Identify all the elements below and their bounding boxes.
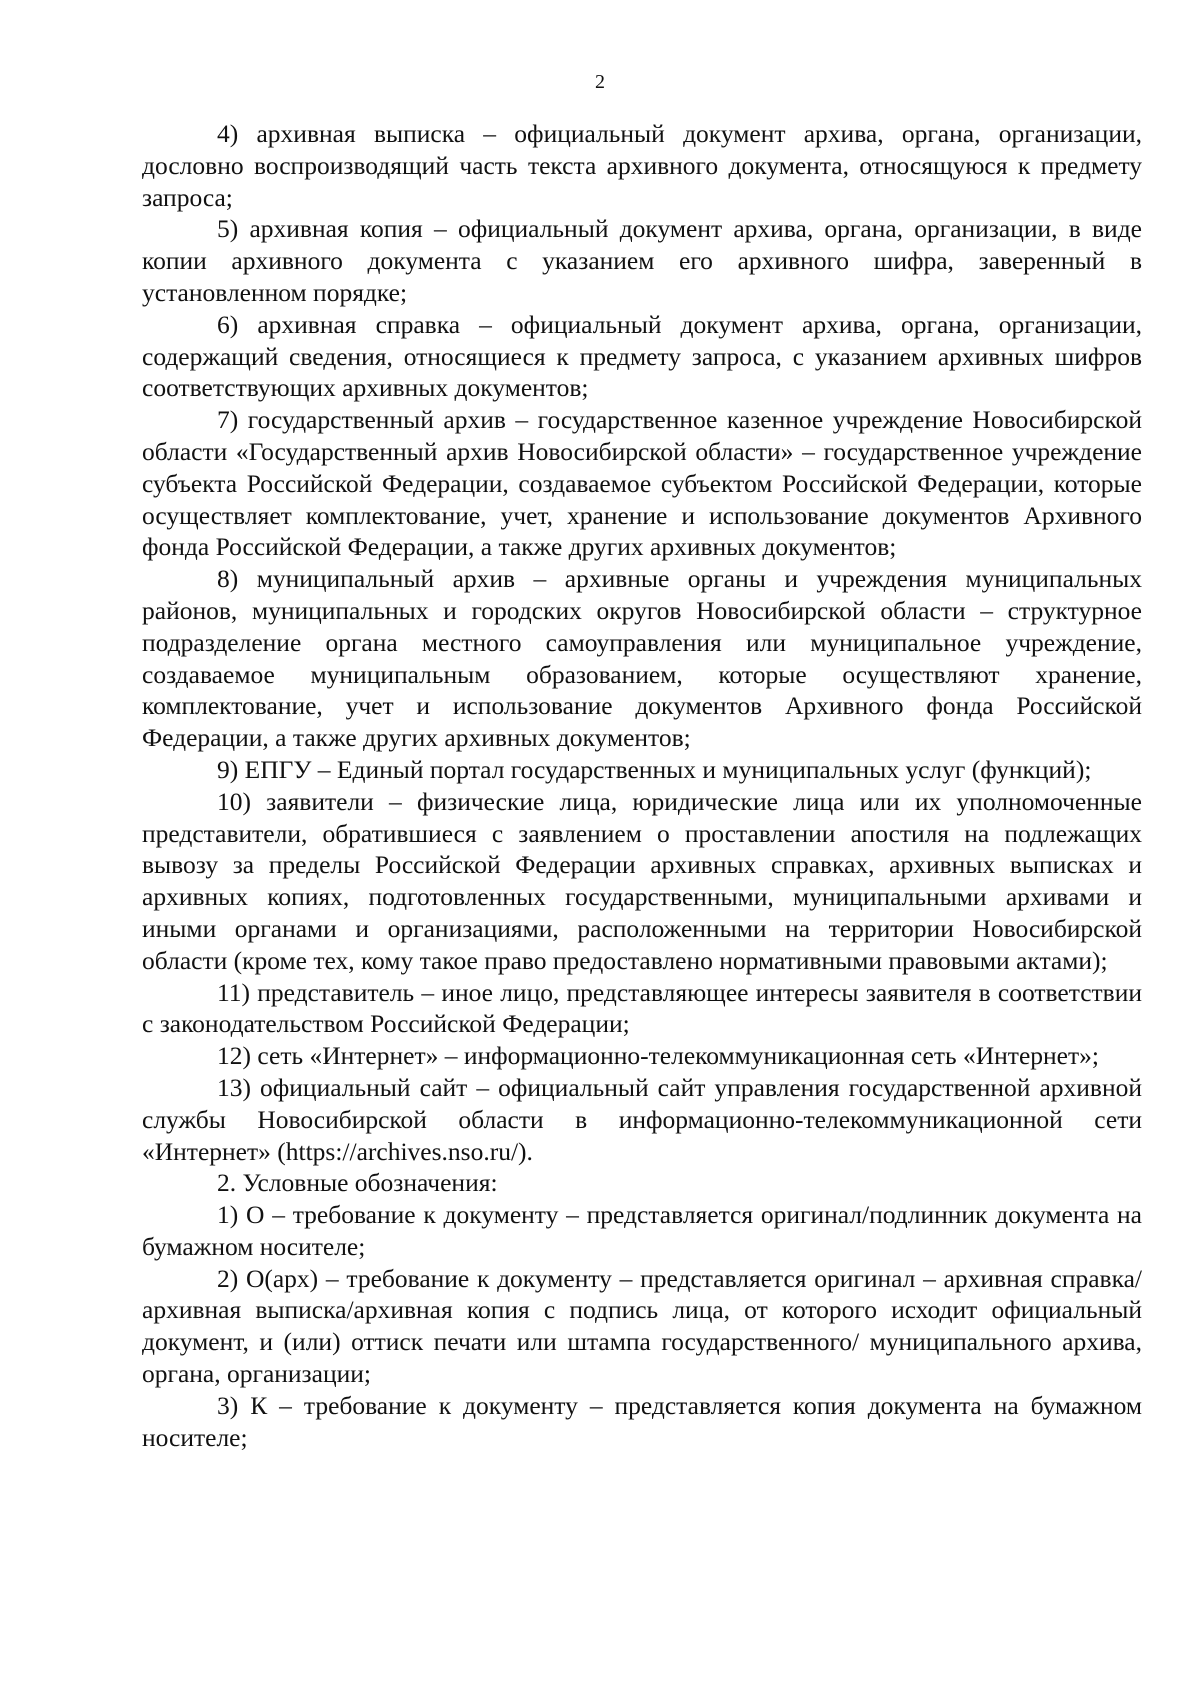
- paragraph-notation-3: 3) К – требование к документу – представляется копия документа на бумажном носителе;: [142, 1390, 1142, 1452]
- paragraph-definition-8: 8) муниципальный архив – архивные органы и учреждения муниципальных районов, муниципальных и городских округов Новосибирской области – структурное подразделение органа местного самоуправления или муниципальное учреждение, создаваемое муниципальным образованием, которые осуществляют хранение, комплектование, учет и использование документов Архивного фонда Российской Федерации, а также других архивных документов;: [142, 564, 1142, 753]
- page-number: 2: [595, 71, 605, 93]
- paragraph-definition-5: 5) архивная копия – официальный документ архива, органа, организации, в виде копии архивного документа с указанием его архивного шифра, заверенный в установленном порядке;: [142, 214, 1142, 307]
- paragraph-definition-13: 13) официальный сайт – официальный сайт управления государственной архивной службы Новосибирской области в информационно-телекоммуникационной сети «Интернет» (https://archives.nso.ru/).: [142, 1072, 1142, 1166]
- paragraph-definition-10: 10) заявители – физические лица, юридические лица или их уполномоченные представители, обратившиеся с заявлением о проставлении апостиля на подлежащих вывозу за пределы Российской Федерации архивных справках, архивных выписках и архивных копиях, подготовленных государственными, муниципальными архивами и иными органами и организациями, расположенными на территории Новосибирской области (кроме тех, кому такое право предоставлено нормативными правовыми актами);: [142, 786, 1142, 975]
- paragraph-notation-1: 1) О – требование к документу – представляется оригинал/подлинник документа на бумажном носителе;: [142, 1200, 1142, 1261]
- paragraph-definition-4: 4) архивная выписка – официальный документ архива, органа, организации, дословно воспроизводящий часть текста архивного документа, относящуюся к предмету запроса;: [142, 119, 1142, 212]
- document-body: [142, 118, 1142, 1453]
- section-heading-notations: 2. Условные обозначения:: [217, 1168, 498, 1198]
- paragraph-definition-6: 6) архивная справка – официальный документ архива, органа, организации, содержащий сведения, относящиеся к предмету запроса, с указанием архивных шифров соответствующих архивных документов;: [142, 309, 1142, 403]
- paragraph-definition-9: 9) ЕПГУ – Единый портал государственных и муниципальных услуг (функций);: [217, 754, 1092, 784]
- paragraph-definition-12: 12) сеть «Интернет» – информационно-телекоммуникационная сеть «Интернет»;: [217, 1041, 1099, 1071]
- paragraph-definition-7: 7) государственный архив – государственное казенное учреждение Новосибирской области «Государственный архив Новосибирской области» – государственное учреждение субъекта Российской Федерации, создаваемое субъектом Российской Федерации, которые осуществляет комплектование, учет, хранение и использование документов Архивного фонда Российской Федерации, а также других архивных документов;: [142, 405, 1142, 562]
- paragraph-notation-2: 2) О(арх) – требование к документу – представляется оригинал – архивная справка/архивная выписка/архивная копия с подпись лица, от которого исходит официальный документ, и (или) оттиск печати или штампа государственного/ муниципального архива, органа, организации;: [142, 1263, 1142, 1389]
- paragraph-definition-11: 11) представитель – иное лицо, представляющее интересы заявителя в соответствии с законодательством Российской Федерации;: [142, 977, 1142, 1039]
